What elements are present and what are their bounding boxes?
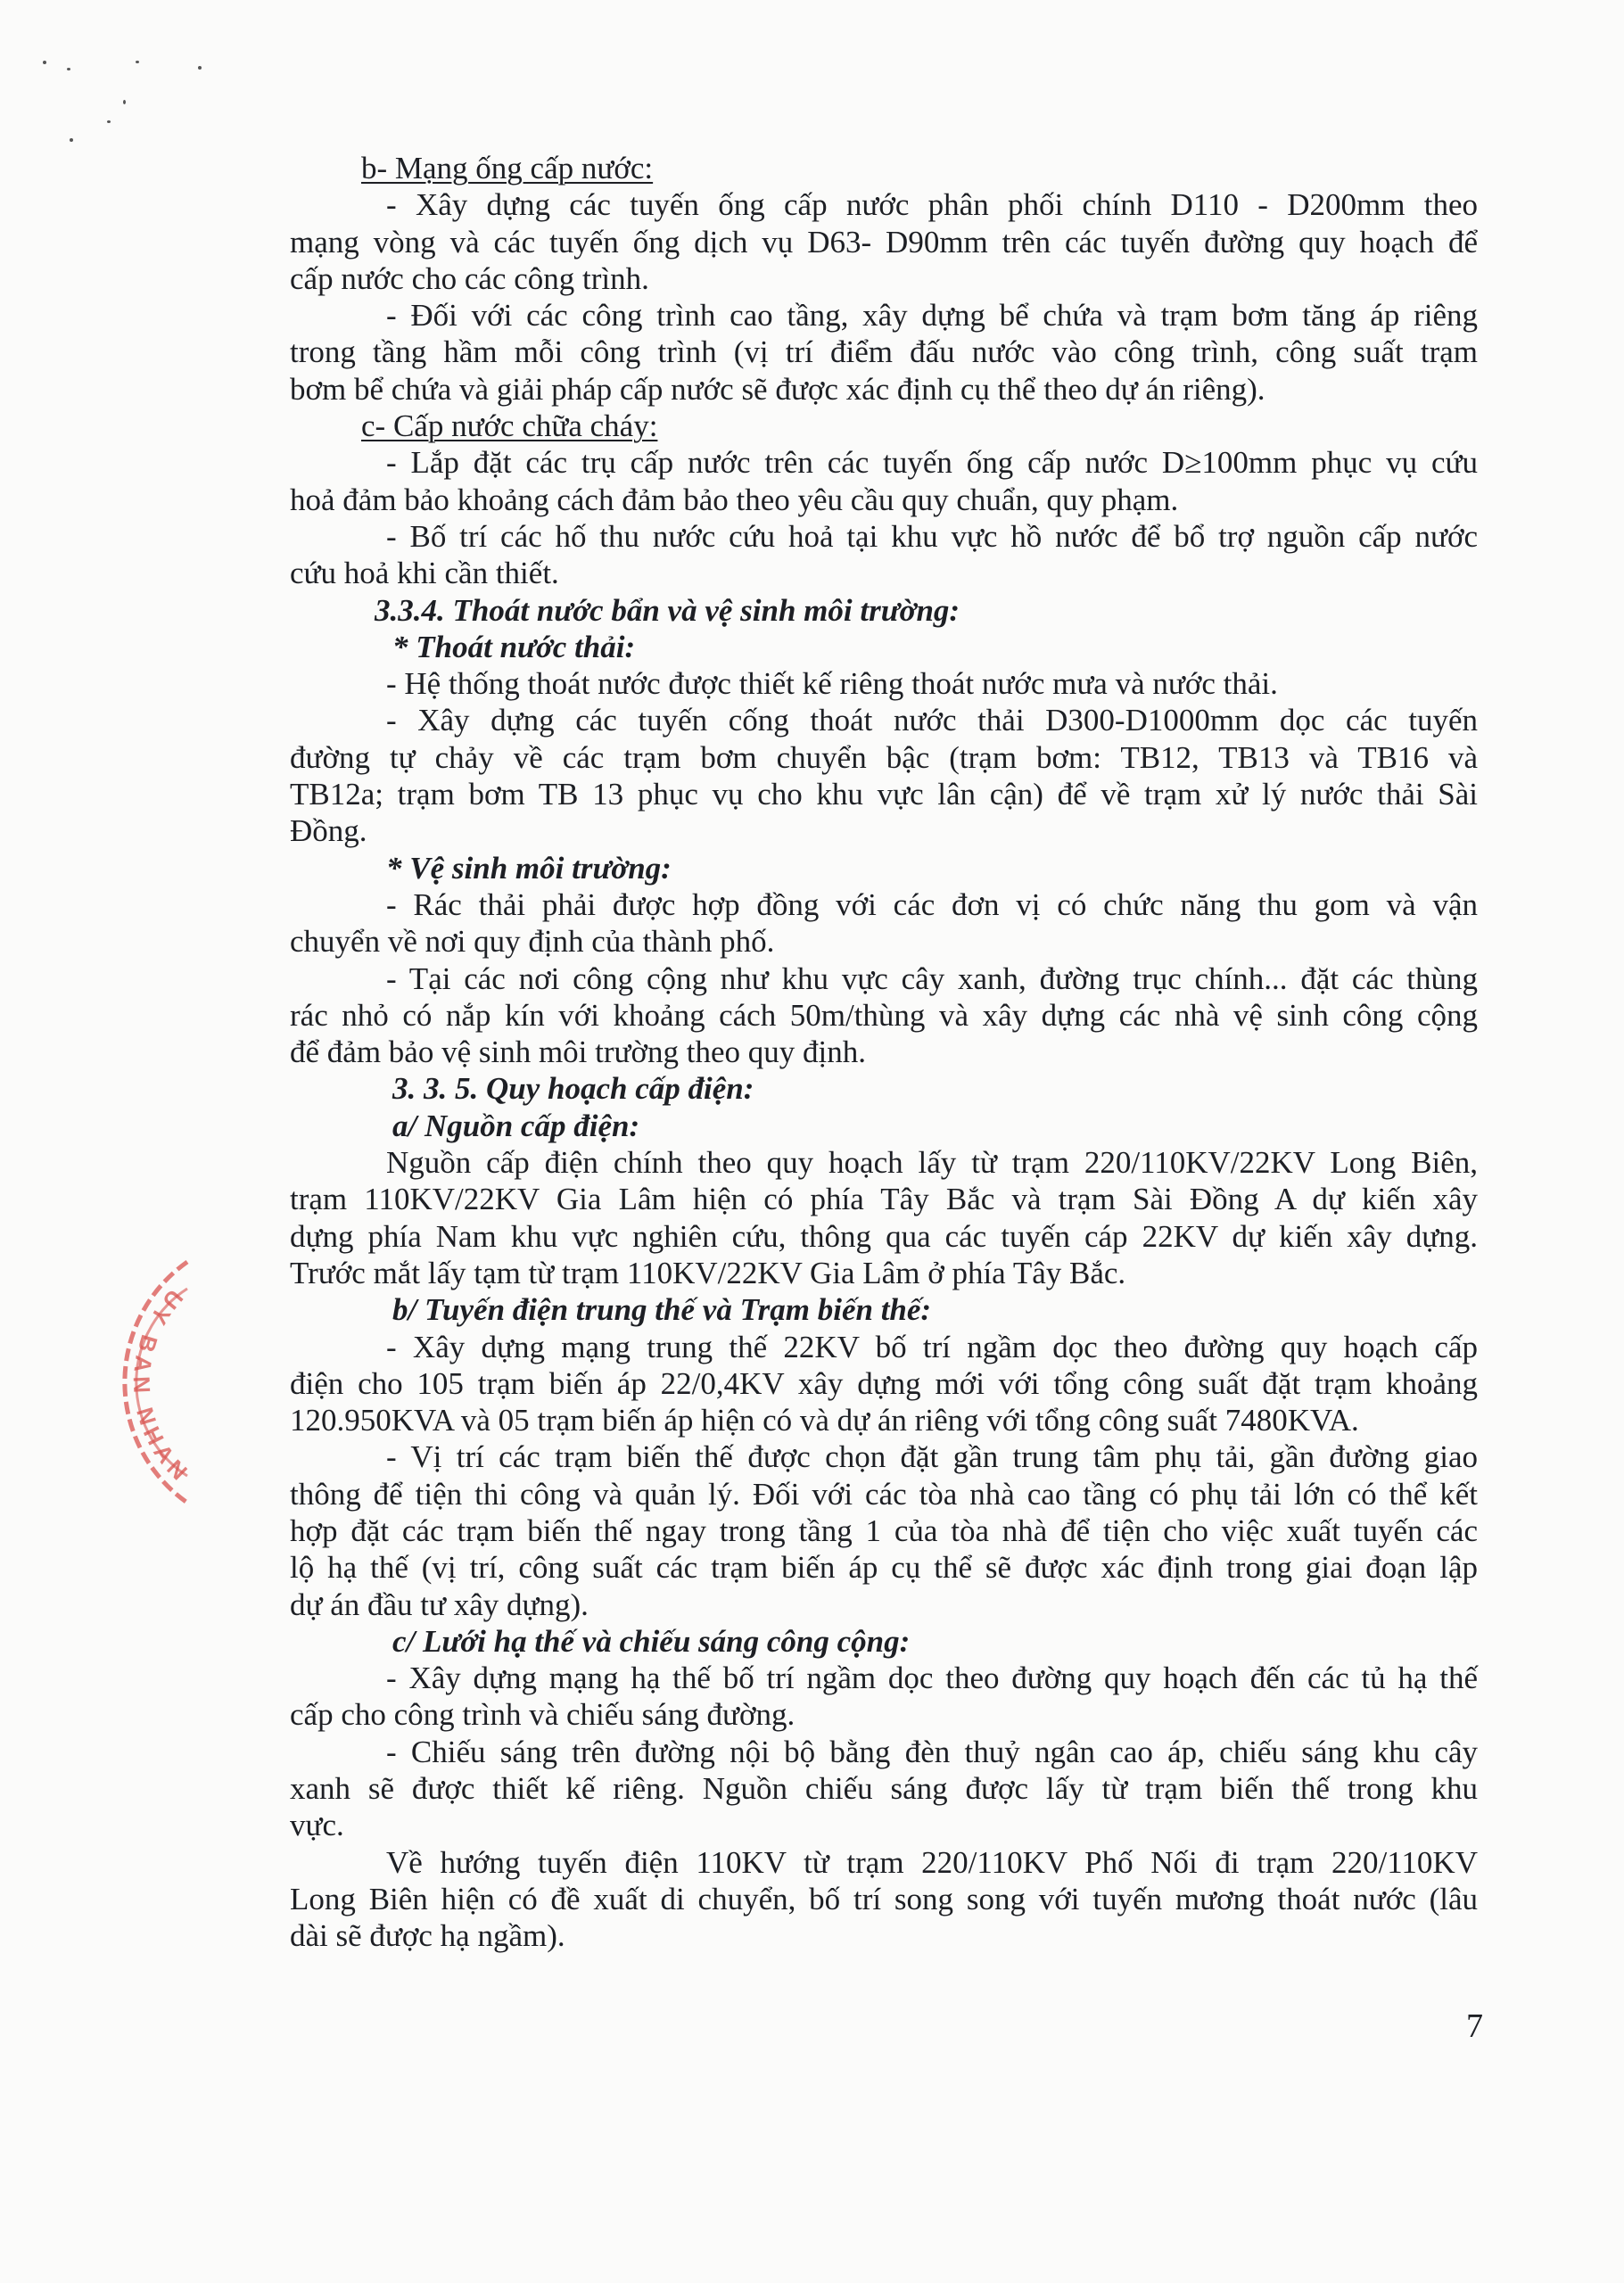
paragraph-line: Về hướng tuyến điện 110KV từ trạm 220/110KV Phố Nối đi trạm 220/110KV — [386, 1844, 1478, 1880]
section-heading: 3. 3. 5. Quy hoạch cấp điện: — [392, 1071, 754, 1107]
paragraph-line: lộ hạ thế (vị trí, công suất các trạm biến áp cụ thể sẽ được xác định trong giai đoạn lập — [290, 1550, 1478, 1586]
paragraph-line: bơm bể chứa và giải pháp cấp nước sẽ được xác định cụ thể theo dự án riêng). — [290, 371, 1265, 407]
paragraph-line: - Bố trí các hố thu nước cứu hoả tại khu vực hồ nước để bổ trợ nguồn cấp nước — [386, 518, 1478, 554]
paragraph-line: dài sẽ được hạ ngầm). — [290, 1918, 565, 1954]
paragraph-line: rác nhỏ có nắp kín với khoảng cách 50m/thùng và xây dựng các nhà vệ sinh công cộng — [290, 997, 1478, 1033]
paragraph-line: - Xây dựng mạng hạ thế bố trí ngầm dọc theo đường quy hoạch đến các tủ hạ thế — [386, 1661, 1478, 1696]
paragraph-line: - Tại các nơi công cộng như khu vực cây xanh, đường trục chính... đặt các thùng — [386, 960, 1478, 996]
paragraph-line: vực. — [290, 1808, 344, 1843]
paragraph-line: dựng phía Nam khu vực nghiên cứu, thông qua các tuyến cáp 22KV dự kiến xây dựng. — [290, 1218, 1478, 1254]
paragraph-line: trong tầng hầm mỗi công trình (vị trí điểm đấu nước vào công trình, công suất trạm — [290, 334, 1478, 370]
scan-speck — [70, 138, 73, 142]
document-body — [290, 150, 1478, 1955]
paragraph-line: cấp cho công trình và chiếu sáng đường. — [290, 1697, 796, 1733]
paragraph-line: - Xây dựng các tuyến ống cấp nước phân phối chính D110 - D200mm theo — [386, 187, 1478, 223]
paragraph-line: - Vị trí các trạm biến thế được chọn đặt gần trung tâm phụ tải, gần đường giao — [386, 1439, 1478, 1475]
paragraph-line: đường tự chảy về các trạm bơm chuyển bậc (trạm bơm: TB12, TB13 và TB16 và — [290, 739, 1478, 775]
paragraph-line: Trước mắt lấy tạm từ trạm 110KV/22KV Gia Lâm ở phía Tây Bắc. — [290, 1255, 1126, 1290]
scan-speck — [43, 61, 46, 64]
paragraph-line: thông để tiện thi công và quản lý. Đối với các tòa nhà cao tầng có phụ tải lớn có thể kết — [290, 1476, 1478, 1512]
svg-text:UY BAN NHAN — [128, 1284, 197, 1488]
paragraph-line: Đồng. — [290, 813, 367, 849]
paragraph-line: để đảm bảo vệ sinh môi trường theo quy định. — [290, 1034, 866, 1070]
paragraph-line: dự án đầu tư xây dựng). — [290, 1587, 589, 1622]
paragraph-line: Nguồn cấp điện chính theo quy hoạch lấy từ trạm 220/110KV/22KV Long Biên, — [386, 1145, 1478, 1181]
paragraph-line: - Xây dựng mạng trung thế 22KV bố trí ngầm dọc theo đường quy hoạch cấp — [386, 1329, 1478, 1364]
paragraph-line: - Đối với các công trình cao tầng, xây dựng bể chứa và trạm bơm tăng áp riêng — [386, 298, 1478, 334]
scan-speck — [67, 68, 70, 70]
paragraph-line: hoả đảm bảo khoảng cách đảm bảo theo yêu cầu quy chuẩn, quy phạm. — [290, 482, 1179, 517]
section-heading: c/ Lưới hạ thế và chiếu sáng công cộng: — [392, 1623, 911, 1659]
paragraph-line: - Chiếu sáng trên đường nội bộ bằng đèn thuỷ ngân cao áp, chiếu sáng khu cây — [386, 1734, 1478, 1769]
section-heading: * Thoát nước thải: — [392, 629, 636, 664]
section-heading: a/ Nguồn cấp điện: — [392, 1108, 640, 1143]
paragraph-line: điện cho 105 trạm biến áp 22/0,4KV xây dựng mới với tổng công suất đặt trạm khoảng — [290, 1365, 1478, 1401]
paragraph-line: - Hệ thống thoát nước được thiết kế riêng thoát nước mưa và nước thải. — [386, 666, 1278, 702]
paragraph-line: chuyển về nơi quy định của thành phố. — [290, 924, 775, 960]
page-number: 7 — [1466, 2007, 1483, 2045]
paragraph-line: 120.950KVA và 05 trạm biến áp hiện có và dự án riêng với tổng công suất 7480KVA. — [290, 1403, 1359, 1438]
section-heading-text: b- Mạng ống cấp nước: — [361, 151, 654, 185]
scan-speck — [136, 61, 139, 63]
paragraph-line: TB12a; trạm bơm TB 13 phục vụ cho khu vực lân cận) để về trạm xử lý nước thải Sài — [290, 777, 1478, 812]
paragraph-line: xanh sẽ được thiết kế riêng. Nguồn chiếu sáng được lấy từ trạm biến thế trong khu — [290, 1771, 1478, 1807]
paragraph-line: - Xây dựng các tuyến cống thoát nước thải D300-D1000mm dọc các tuyến — [386, 703, 1478, 738]
section-heading: b/ Tuyến điện trung thế và Trạm biến thế: — [392, 1292, 932, 1328]
scan-speck — [123, 100, 126, 104]
red-seal-icon — [36, 1249, 205, 1516]
section-heading: 3.3.4. Thoát nước bẩn và vệ sinh môi trường: — [375, 592, 960, 628]
section-heading — [290, 408, 1478, 444]
paragraph-line: trạm 110KV/22KV Gia Lâm hiện có phía Tây Bắc và trạm Sài Đồng A dự kiến xây — [290, 1182, 1478, 1217]
section-heading-text: c- Cấp nước chữa cháy: — [361, 408, 658, 444]
seal-text: UY BAN NHAN — [128, 1284, 197, 1489]
section-heading: * Vệ sinh môi trường: — [386, 850, 672, 886]
paragraph-line: - Lắp đặt các trụ cấp nước trên các tuyến ống cấp nước D≥100mm phục vụ cứu — [386, 445, 1478, 481]
paragraph-line: cấp nước cho các công trình. — [290, 260, 649, 296]
paragraph-line: mạng vòng và các tuyến ống dịch vụ D63- D90mm trên các tuyến đường quy hoạch để — [290, 224, 1478, 260]
paragraph-line: - Rác thải phải được hợp đồng với các đơn vị có chức năng thu gom và vận — [386, 886, 1478, 922]
section-heading — [290, 150, 1478, 186]
paragraph-line: cứu hoả khi cần thiết. — [290, 556, 559, 591]
paragraph-line: hợp đặt các trạm biến thế ngay trong tầng 1 của tòa nhà để tiện cho việc xuất tuyến các — [290, 1512, 1478, 1548]
scan-speck — [107, 120, 111, 123]
paragraph-line: Long Biên hiện có đề xuất di chuyển, bố trí song song với tuyến mương thoát nước (lâu — [290, 1881, 1478, 1916]
scan-speck — [198, 66, 202, 70]
